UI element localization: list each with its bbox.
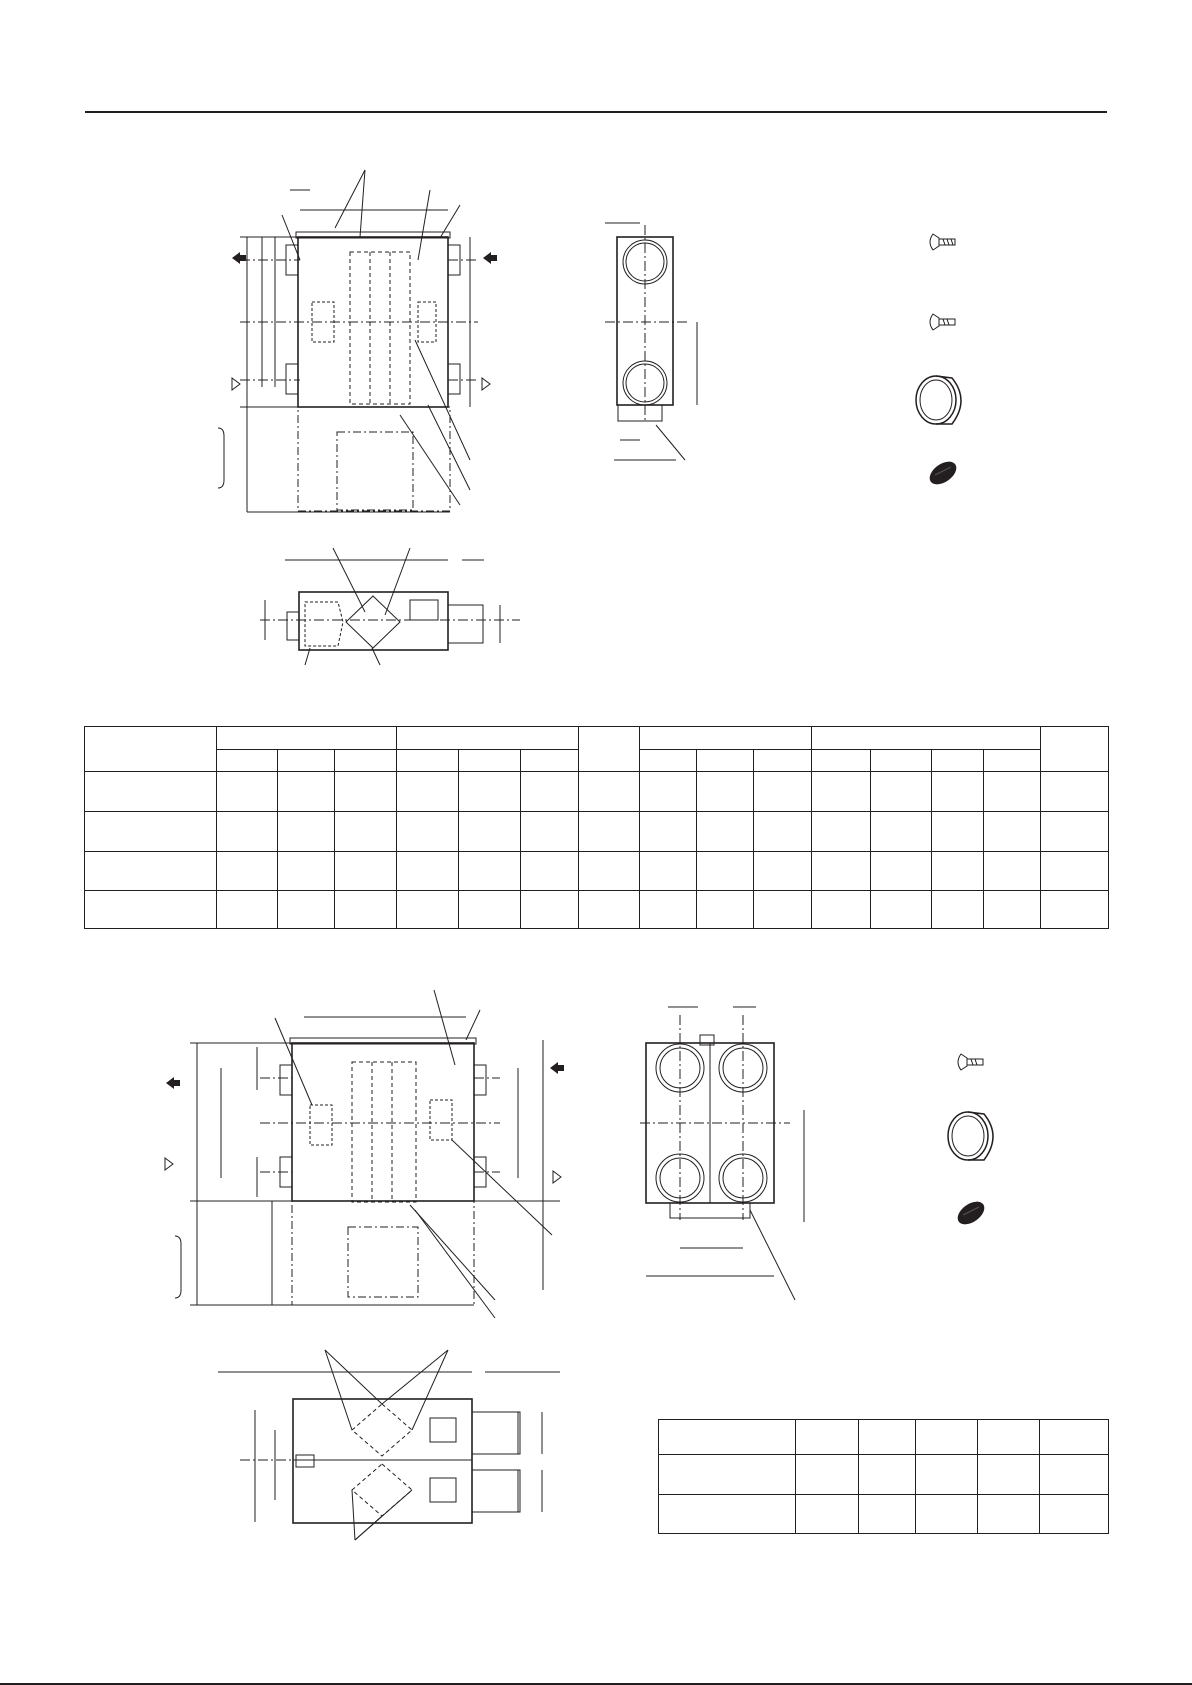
table-header-cell [1041, 727, 1109, 772]
table-header-cell [640, 727, 812, 750]
table-header-cell [579, 727, 640, 772]
table-row [659, 1455, 1109, 1495]
table-header-cell [397, 727, 579, 750]
table-header-cell [217, 727, 397, 750]
table-header-cell [812, 727, 1041, 750]
rubber-bushing-icon [953, 1196, 993, 1230]
screw-icon [953, 1050, 993, 1080]
spec-table-1 [84, 726, 1109, 929]
spec-table-2 [658, 1419, 1109, 1534]
screw-icon [925, 310, 965, 340]
table-row [85, 772, 1109, 812]
table-row [85, 891, 1109, 929]
table-header-cell [85, 727, 217, 772]
table-row [85, 812, 1109, 852]
duct-adapter-icon [940, 1108, 1010, 1168]
table-row [659, 1420, 1109, 1455]
table-row [85, 852, 1109, 891]
table-row [659, 1495, 1109, 1534]
header-rule [85, 111, 1107, 113]
rubber-bushing-icon [925, 456, 965, 490]
screw-icon [925, 230, 965, 260]
duct-adapter-icon [908, 372, 978, 432]
